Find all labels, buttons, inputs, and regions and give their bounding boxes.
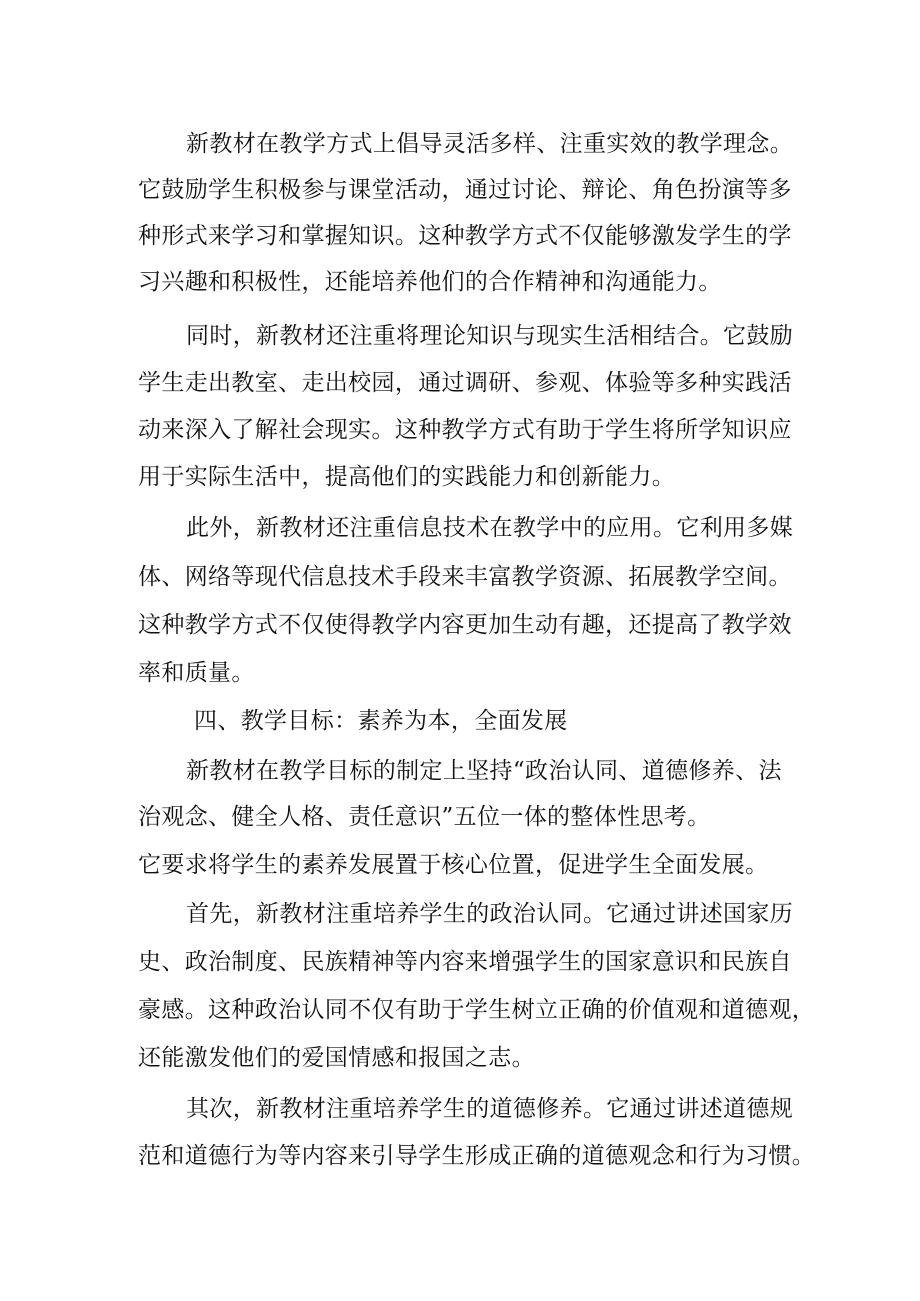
section-heading: 四、教学目标：素养为本，全面发展: [194, 708, 568, 734]
paragraph-2-line-2: 学生走出教室、走出校园，通过调研、参观、体验等多种实践活: [138, 370, 792, 396]
paragraph-4-line-2: 治观念、健全人格、责任意识”五位一体的整体性思考。: [138, 804, 711, 830]
paragraph-6-line-2: 范和道德行为等内容来引导学生形成正确的道德观念和行为习惯。: [138, 1143, 816, 1169]
paragraph-1-line-3: 种形式来学习和掌握知识。这种教学方式不仅能够激发学生的学: [138, 223, 792, 249]
paragraph-2-line-3: 动来深入了解社会现实。这种教学方式有助于学生将所学知识应: [138, 417, 792, 443]
paragraph-2-line-1: 同时，新教材还注重将理论知识与现实生活相结合。它鼓励: [186, 323, 794, 349]
paragraph-4-line-3: 它要求将学生的素养发展置于核心位置，促进学生全面发展。: [138, 852, 769, 878]
paragraph-1-line-1: 新教材在教学方式上倡导灵活多样、注重实效的教学理念。: [186, 131, 794, 157]
paragraph-1-line-4: 习兴趣和积极性，还能培养他们的合作精神和沟通能力。: [138, 269, 722, 295]
paragraph-3-line-4: 率和质量。: [138, 660, 255, 686]
paragraph-1-line-2: 它鼓励学生积极参与课堂活动，通过讨论、辩论、角色扮演等多: [138, 177, 792, 203]
paragraph-6-line-1: 其次，新教材注重培养学生的道德修养。它通过讲述道德规: [186, 1096, 794, 1122]
paragraph-2-line-4: 用于实际生活中，提高他们的实践能力和创新能力。: [138, 464, 676, 490]
paragraph-5-line-1: 首先，新教材注重培养学生的政治认同。它通过讲述国家历: [186, 901, 794, 927]
paragraph-4-line-1: 新教材在教学目标的制定上坚持“政治认同、道德修养、法: [186, 758, 782, 784]
paragraph-3-line-3: 这种教学方式不仅使得教学内容更加生动有趣，还提高了教学效: [138, 612, 792, 638]
paragraph-3-line-1: 此外，新教材还注重信息技术在教学中的应用。它利用多媒: [186, 515, 794, 541]
paragraph-5-line-4: 还能激发他们的爱国情感和报国之志。: [138, 1045, 535, 1071]
paragraph-3-line-2: 体、网络等现代信息技术手段来丰富教学资源、拓展教学空间。: [138, 564, 792, 590]
paragraph-5-line-2: 史、政治制度、民族精神等内容来增强学生的国家意识和民族自: [138, 949, 792, 975]
paragraph-5-line-3: 豪感。这种政治认同不仅有助于学生树立正确的价值观和道德观，: [138, 997, 816, 1023]
